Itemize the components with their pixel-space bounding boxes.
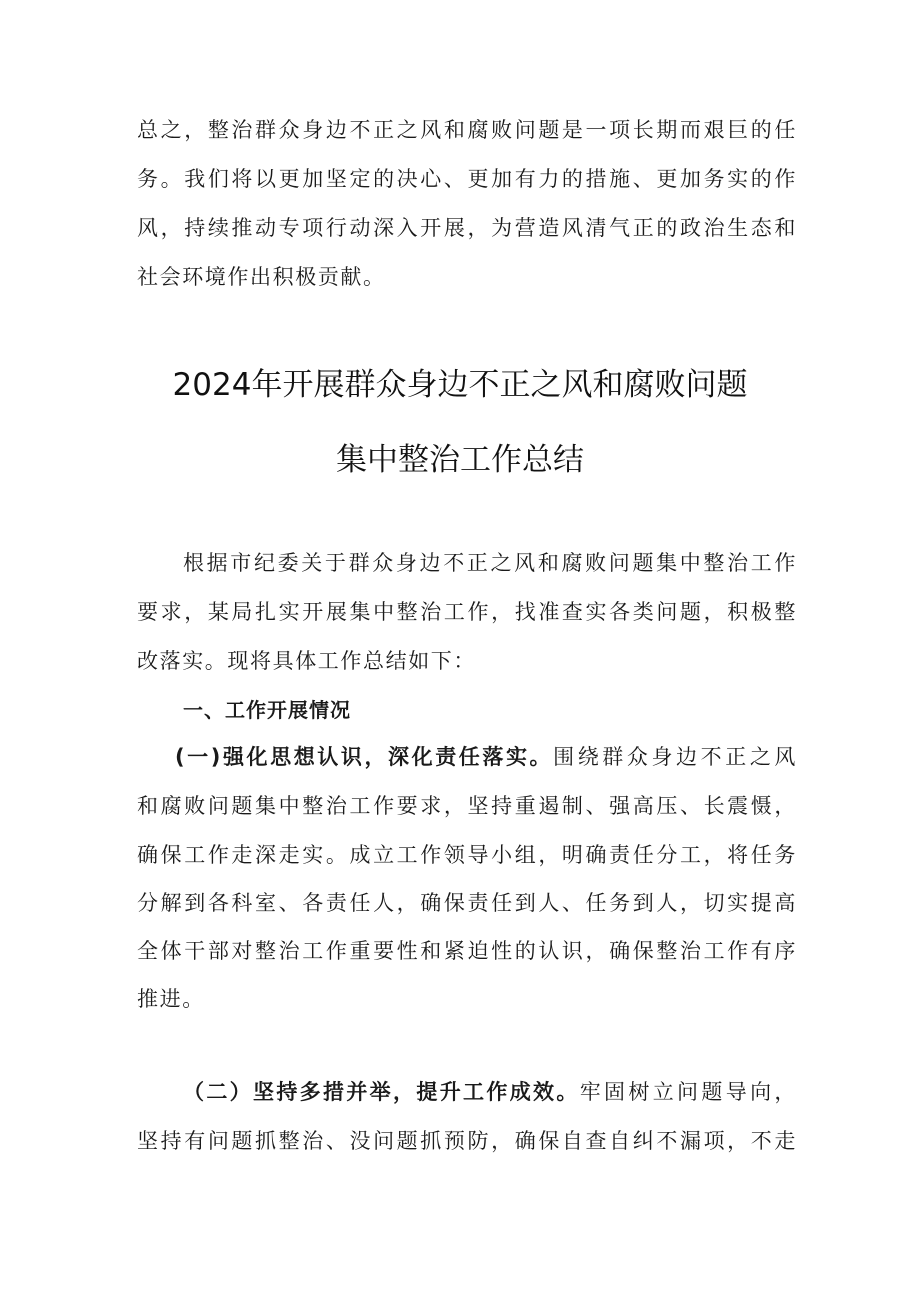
subsection-2-first-line [183,1075,797,1109]
prev-paragraph-line-1: 总之，整治群众身边不正之风和腐败问题是一项长期而艰巨的任 [137,118,797,142]
intro-line-3: 改落实。现将具体工作总结如下： [137,649,476,673]
intro-line-1: 根据市纪委关于群众身边不正之风和腐败问题集中整治工作 [183,551,797,575]
subsection-2-line-2: 坚持有问题抓整治、没问题抓预防，确保自查自纠不漏项，不走 [137,1129,797,1153]
subsection-1-line-6: 推进。 [137,987,205,1011]
subsection-1-heading: (一)强化思想认识，深化责任落实。 [175,745,554,769]
subsection-1-first-line-text: 围绕群众身边不正之风 [553,745,797,769]
subsection-1-line-5: 全体干部对整治工作重要性和紧迫性的认识，确保整治工作有序 [137,939,797,963]
prev-paragraph-line-3: 风，持续推动专项行动深入开展，为营造风清气正的政治生态和 [137,216,797,240]
document-title-line-2: 集中整治工作总结 [336,442,584,478]
document-title-line-1: 2024年开展群众身边不正之风和腐败问题 [172,367,748,403]
subsection-2-first-line-text: 牢固树立问题导向， [579,1080,798,1104]
subsection-1-line-3: 确保工作走深走实。成立工作领导小组，明确责任分工，将任务 [137,843,797,867]
prev-paragraph-line-2: 务。我们将以更加坚定的决心、更加有力的措施、更加务实的作 [137,167,797,191]
subsection-1-line-4: 分解到各科室、各责任人，确保责任到人、任务到人，切实提高 [137,891,797,915]
intro-line-2: 要求，某局扎实开展集中整治工作，找准查实各类问题，积极整 [137,600,797,624]
section-heading-1: 一、工作开展情况 [183,698,351,722]
subsection-1-first-line [175,740,797,774]
prev-paragraph-line-4: 社会环境作出积极贡献。 [137,265,386,289]
subsection-1-line-2: 和腐败问题集中整治工作要求，坚持重遏制、强高压、长震慑， [137,794,797,818]
subsection-2-heading: （二）坚持多措并举，提升工作成效。 [183,1080,580,1104]
